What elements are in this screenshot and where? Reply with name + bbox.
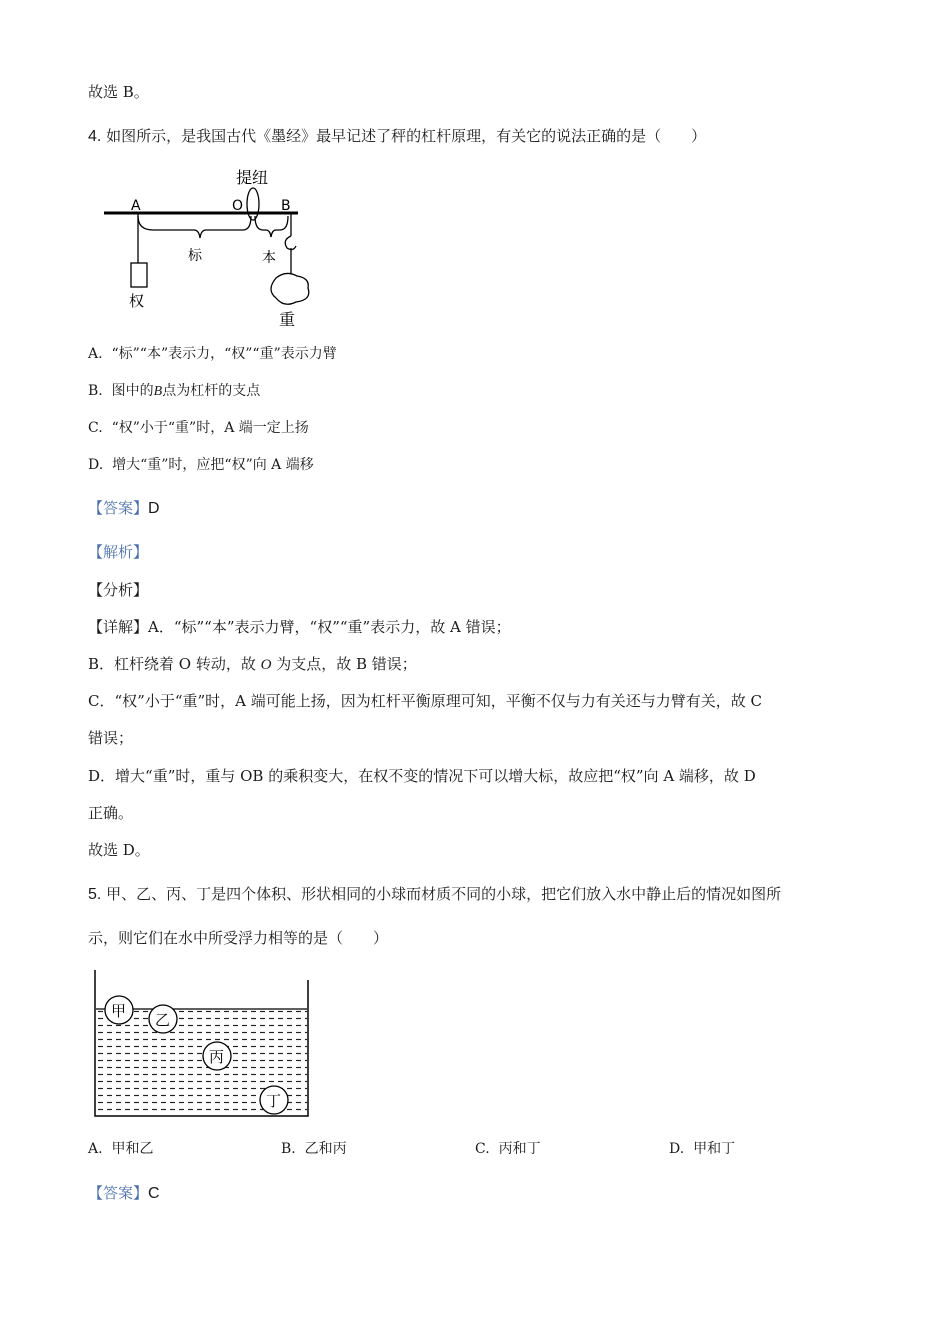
label-yi: 乙: [155, 1011, 171, 1029]
label-jia: 甲: [111, 1002, 127, 1020]
label-o: O: [232, 198, 244, 214]
analysis-tag: 【解析】: [88, 543, 149, 561]
detail-c-line1: C．“权”小于“重”时，A 端可能上扬，因为杠杆平衡原理可知，平衡不仅与力有关还与力臂有关，故 C: [88, 692, 763, 710]
detail-b: B．杠杆绕着 O 转动，故 O 为支点，故 B 错误；: [88, 655, 417, 673]
hook: [285, 236, 296, 250]
question-number: 4.: [88, 128, 102, 145]
detail-a: 【详解】A．“标”“本”表示力臂，“权”“重”表示力，故 A 错误；: [88, 618, 511, 636]
label-ding: 丁: [266, 1092, 282, 1110]
label-quan: 权: [129, 292, 145, 310]
question-4-stem: [88, 126, 706, 147]
label-ben: 本: [262, 250, 276, 266]
answer-q4: [88, 498, 160, 519]
label-tizhu: 提纽: [236, 168, 269, 187]
answer-value: C: [148, 1185, 160, 1202]
option-d[interactable]: D. 增大“重”时，应把“权”向 A 端移: [88, 457, 314, 473]
option-a[interactable]: A. 甲和乙: [88, 1141, 154, 1157]
brace-ben: [255, 216, 288, 237]
answer-tag: 【答案】: [88, 499, 149, 517]
lifting-loop: [247, 188, 259, 220]
water-tank-figure: [88, 966, 318, 1124]
previous-conclusion: 故选 B。: [88, 83, 149, 101]
option-c[interactable]: C. 丙和丁: [475, 1141, 541, 1157]
label-a: A: [131, 198, 141, 214]
question-5-stem-line2: 示，则它们在水中所受浮力相等的是（ ）: [88, 929, 389, 947]
steelyard-figure: [98, 160, 338, 332]
option-a[interactable]: A. “标”“本”表示力，“权”“重”表示力臂: [88, 346, 337, 362]
option-d[interactable]: D. 甲和丁: [669, 1141, 736, 1157]
object-zhong: [271, 273, 309, 304]
fenxi-tag: 【分析】: [88, 581, 149, 599]
detail-d-line2: 正确。: [88, 804, 134, 822]
option-b[interactable]: B. 图中的B点为杠杆的支点: [88, 383, 261, 399]
detail-d-line1: D．增大“重”时，重与 OB 的乘积变大，在权不变的情况下可以增大标，故应把“权”向 A 端移，故 D: [88, 767, 756, 785]
label-zhong: 重: [279, 310, 296, 329]
brace-biao: [138, 216, 251, 238]
option-c[interactable]: C. “权”小于“重”时，A 端一定上扬: [88, 420, 309, 436]
question-text: 甲、乙、丙、丁是四个体积、形状相同的小球而材质不同的小球，把它们放入水中静止后的情况如图所: [106, 885, 782, 903]
label-b: B: [281, 198, 291, 214]
question-text: 如图所示，是我国古代《墨经》最早记述了秤的杠杆原理，有关它的说法正确的是（ ）: [106, 127, 707, 145]
q4-conclusion: 故选 D。: [88, 841, 150, 859]
option-b[interactable]: B. 乙和丙: [281, 1141, 347, 1157]
answer-tag: 【答案】: [88, 1184, 149, 1202]
weight-quan: [131, 263, 147, 287]
label-bing: 丙: [209, 1048, 225, 1066]
detail-c-line2: 错误；: [88, 729, 134, 747]
answer-q5: [88, 1183, 160, 1204]
label-biao: 标: [188, 248, 202, 264]
question-5-stem-line1: [88, 884, 781, 905]
question-number: 5.: [88, 886, 102, 903]
answer-value: D: [148, 500, 160, 517]
